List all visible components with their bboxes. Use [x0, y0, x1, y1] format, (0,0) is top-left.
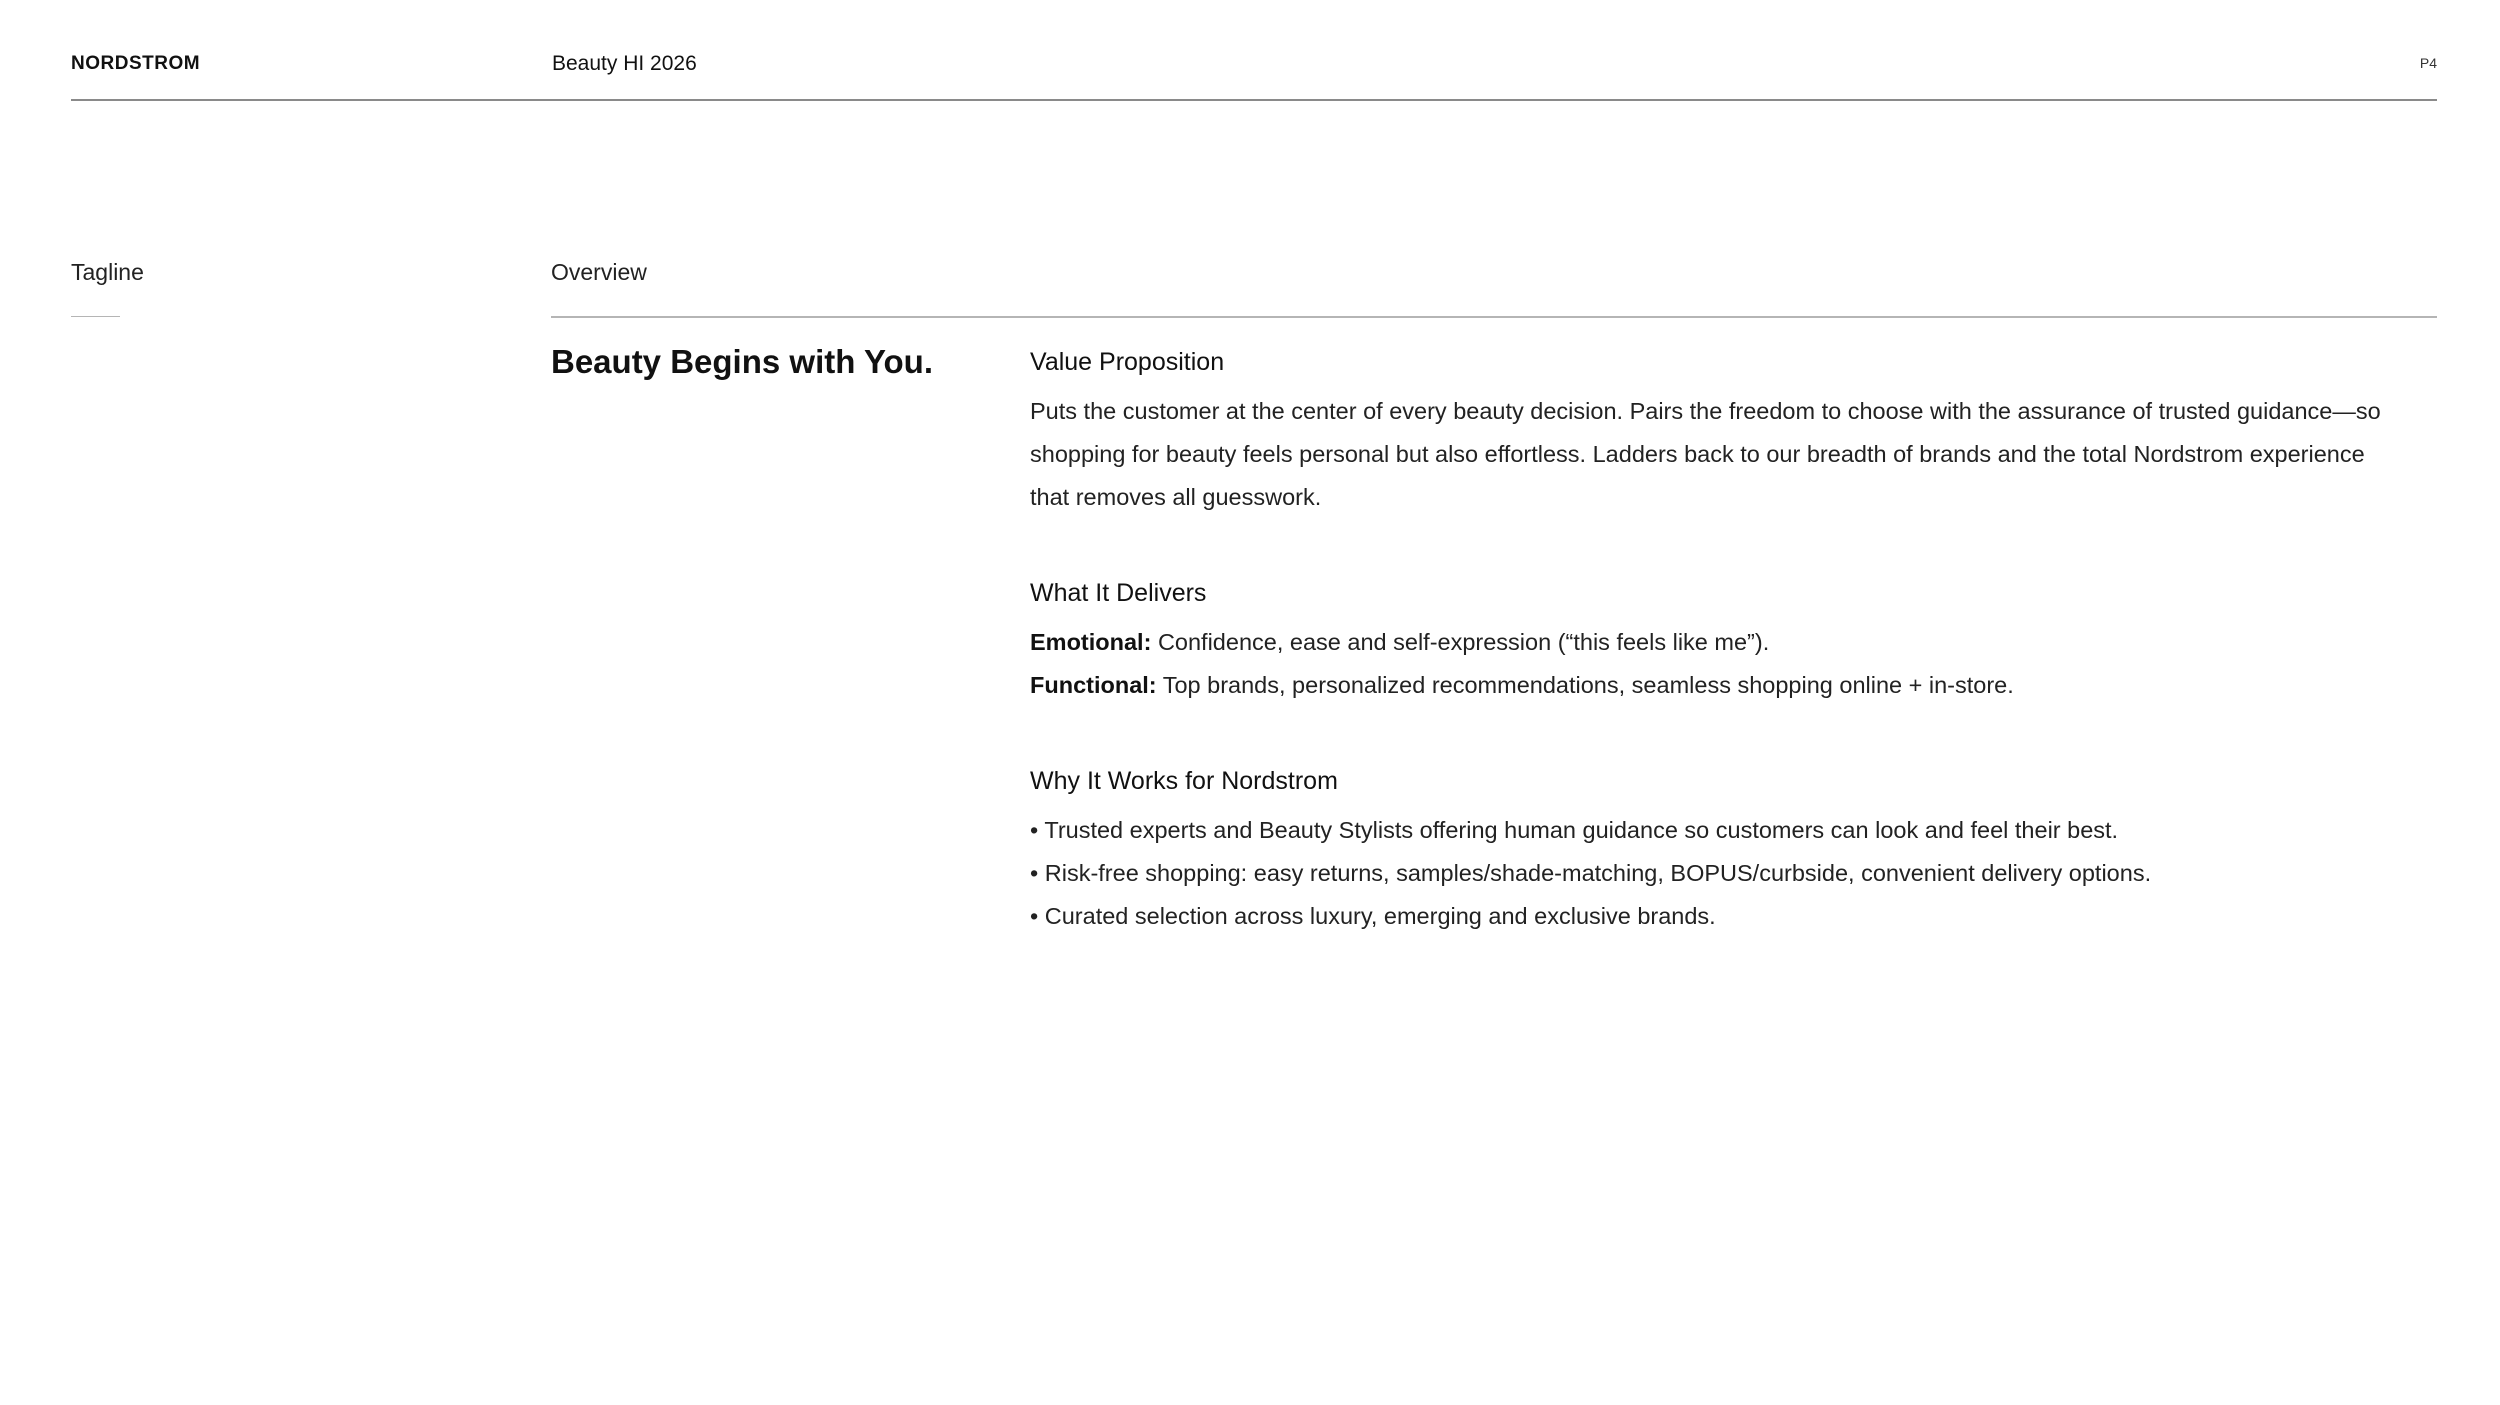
emotional-text: Confidence, ease and self-expression (“this feels like me”). [1151, 629, 1770, 655]
tagline-divider [71, 316, 120, 317]
emotional-benefit [1030, 621, 2440, 664]
why-it-works-bullet: • Trusted experts and Beauty Stylists offering human guidance so customers can look and feel their best. [1030, 817, 2119, 843]
functional-benefit [1030, 664, 2440, 707]
functional-label: Functional: [1030, 672, 1157, 698]
why-it-works-section [1030, 765, 2440, 938]
overview-divider [551, 316, 2437, 318]
functional-text: Top brands, personalized recommendations, seamless shopping online + in-store. [1156, 672, 2014, 698]
tagline-text: Beauty Begins with You. [551, 343, 933, 380]
what-it-delivers-heading: What It Delivers [1030, 579, 1207, 607]
emotional-label: Emotional: [1030, 629, 1152, 655]
why-it-works-heading: Why It Works for Nordstrom [1030, 767, 1338, 795]
header-divider [71, 99, 2437, 101]
value-proposition-line: that removes all guesswork. [1030, 484, 1322, 510]
value-proposition-line: Puts the customer at the center of every beauty decision. Pairs the freedom to choose with the assurance of trusted guidance—so [1030, 398, 2381, 424]
overview-content [1030, 346, 2440, 996]
why-it-works-bullet: • Curated selection across luxury, emerging and exclusive brands. [1030, 903, 1716, 929]
why-it-works-bullet: • Risk-free shopping: easy returns, samples/shade-matching, BOPUS/curbside, convenient delivery options. [1030, 860, 2152, 886]
value-proposition-section [1030, 346, 2440, 519]
value-proposition-line: shopping for beauty feels personal but also effortless. Ladders back to our breadth of brands and the total Nordstrom experience [1030, 441, 2365, 467]
value-proposition-heading: Value Proposition [1030, 348, 1225, 376]
page-number: P4 [2419, 55, 2437, 71]
document-title: Beauty HI 2026 [552, 52, 697, 75]
overview-label: Overview [551, 259, 647, 285]
brand-logo: NORDSTROM [71, 53, 201, 74]
what-it-delivers-section [1030, 577, 2440, 707]
tagline-label: Tagline [71, 259, 144, 285]
